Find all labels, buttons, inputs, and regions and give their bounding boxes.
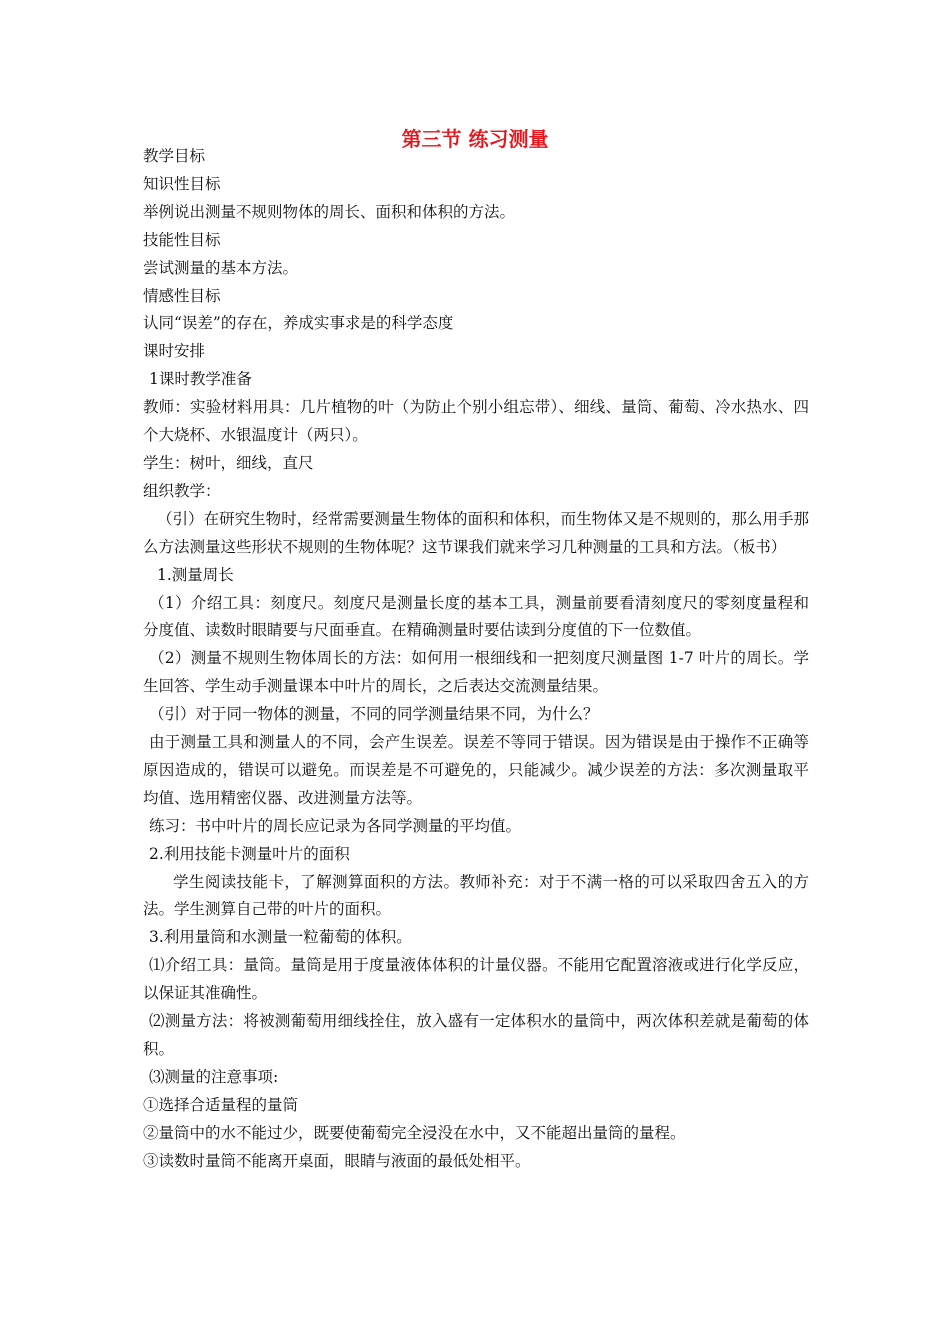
document-title: 第三节 练习测量 xyxy=(401,127,549,151)
list-item: ②量筒中的水不能过少，既要使葡萄完全浸没在水中，又不能超出量筒的量程。 xyxy=(143,1123,686,1142)
section-heading: 1.测量周长 xyxy=(157,565,234,584)
heading-schedule: 课时安排 xyxy=(143,342,206,361)
paragraph: 教师：实验材料用具：几片植物的叶（为防止个别小组忘带）、细线、量筒、葡萄、冷水热水、四个大烧杯、水银温度计（两只）。 xyxy=(143,398,809,445)
heading-teaching-goals: 教学目标 xyxy=(143,147,206,165)
section-heading: 3.利用量筒和水测量一粒葡萄的体积。 xyxy=(149,928,412,947)
paragraph: 学生阅读技能卡，了解测算面积的方法。教师补充：对于不满一格的可以采取四舍五入的方法。学生测算自己带的叶片的面积。 xyxy=(143,872,809,919)
heading-skill-goals: 技能性目标 xyxy=(143,230,221,249)
paragraph: （2）测量不规则生物体周长的方法：如何用一根细线和一把刻度尺测量图 1-7 叶片的周长。学生回答、学生动手测量课本中叶片的周长，之后表达交流测量结果。 xyxy=(143,649,809,696)
paragraph: 举例说出测量不规则物体的周长、面积和体积的方法。 xyxy=(143,202,516,221)
paragraph: 1课时教学准备 xyxy=(149,370,252,389)
paragraph: 尝试测量的基本方法。 xyxy=(143,258,299,277)
paragraph: ⑴介绍工具：量筒。量筒是用于度量液体体积的计量仪器。不能用它配置溶液或进行化学反应，以保证其准确性。 xyxy=(143,956,809,1003)
paragraph: ⑶测量的注意事项: xyxy=(149,1067,279,1086)
paragraph: （1）介绍工具：刻度尺。刻度尺是测量长度的基本工具，测量前要看清刻度尺的零刻度量程和分度值、读数时眼睛要与尺面垂直。在精确测量时要估读到分度值的下一位数值。 xyxy=(143,593,809,640)
paragraph: 由于测量工具和测量人的不同，会产生误差。误差不等同于错误。因为错误是由于操作不正确等原因造成的，错误可以避免。而误差是不可避免的，只能减少。减少误差的方法：多次测量取平均值、选用精密仪器、改进测量方法等。 xyxy=(143,733,809,807)
paragraph: （引）在研究生物时，经常需要测量生物体的面积和体积，而生物体又是不规则的，那么用手那么方法测量这些形状不规则的生物体呢？这节课我们就来学习几种测量的工具和方法。（板书） xyxy=(143,509,809,556)
paragraph: （引）对于同一物体的测量，不同的同学测量结果不同，为什么？ xyxy=(149,705,599,724)
heading-knowledge-goals: 知识性目标 xyxy=(143,174,221,193)
list-item: ③读数时量筒不能离开桌面，眼睛与液面的最低处相平。 xyxy=(143,1151,531,1170)
list-item: ①选择合适量程的量筒 xyxy=(143,1095,299,1114)
paragraph: 认同“误差”的存在，养成实事求是的科学态度 xyxy=(143,314,454,333)
section-heading: 2.利用技能卡测量叶片的面积 xyxy=(149,844,350,863)
paragraph: 练习：书中叶片的周长应记录为各同学测量的平均值。 xyxy=(149,816,522,835)
paragraph: 学生：树叶，细线，直尺 xyxy=(143,453,314,472)
document-body xyxy=(143,143,809,1176)
paragraph: ⑵测量方法：将被测葡萄用细线拴住，放入盛有一定体积水的量筒中，两次体积差就是葡萄的体积。 xyxy=(143,1012,809,1058)
paragraph: 组织教学： xyxy=(143,481,221,500)
heading-emotional-goals: 情感性目标 xyxy=(143,286,221,305)
